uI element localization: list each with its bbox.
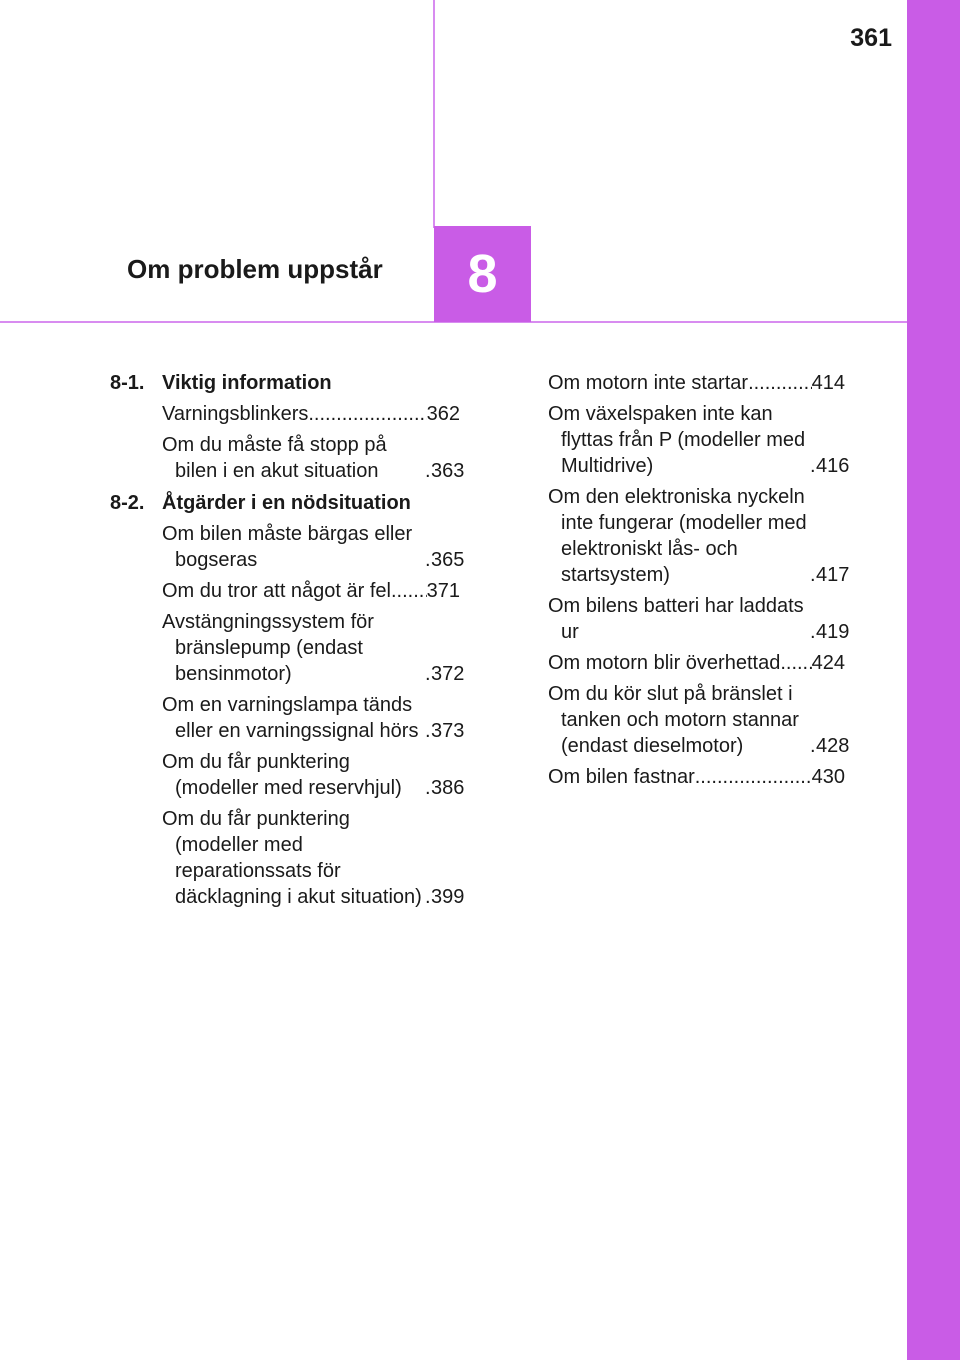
- toc-entry-text: Om bilen fastnar: [548, 766, 695, 788]
- toc-entry[interactable]: [162, 692, 465, 744]
- chapter-title: Om problem uppstår: [127, 254, 383, 284]
- toc-entry-text: Om bilens batteri har laddats ur: [548, 595, 804, 643]
- vertical-rule: [433, 0, 435, 228]
- toc-entry-text: Om växelspaken inte kan flyttas från P (modeller med Multidrive): [548, 403, 806, 477]
- section-number: 8-1.: [110, 372, 145, 394]
- toc-entry[interactable]: [548, 484, 850, 588]
- toc-entry[interactable]: [548, 681, 850, 759]
- chapter-tab-bar: [907, 0, 960, 1360]
- toc-entry-text: Om du kör slut på bränslet i tanken och motorn stannar (endast dieselmotor): [548, 683, 799, 757]
- toc-section-heading[interactable]: [110, 490, 460, 516]
- toc-entry[interactable]: [162, 806, 465, 910]
- toc-entry-page: 424: [811, 652, 845, 674]
- toc-entry-page: 399: [431, 886, 465, 908]
- dot-leader: [695, 764, 812, 790]
- toc-entry-text: Om du får punktering (modeller med reparationssats för däcklagning i akut situation): [162, 808, 422, 908]
- dot-leader: [748, 370, 812, 396]
- toc-entry[interactable]: [548, 650, 845, 676]
- toc-entry-page: 373: [431, 720, 465, 742]
- toc-entry-text: Om en varningslampa tänds eller en varningssignal hörs: [162, 694, 419, 742]
- toc-entry-page: 371: [426, 580, 460, 602]
- toc-entry[interactable]: [548, 593, 850, 645]
- toc-entry-text: Om du får punktering (modeller med reservhjul): [162, 751, 402, 799]
- toc-entry-text: Om motorn blir överhettad: [548, 652, 781, 674]
- toc-entry-page: 428: [816, 735, 850, 757]
- toc-entry[interactable]: [548, 370, 845, 396]
- toc-entry-page: 414: [811, 372, 845, 394]
- toc-entry-text: Om bilen måste bärgas eller bogseras: [162, 523, 413, 571]
- toc-entry-text: Om du tror att något är fel: [162, 580, 391, 602]
- toc-entry-page: 362: [426, 403, 460, 425]
- toc-entry-page: 386: [431, 777, 465, 799]
- dot-leader: [308, 401, 426, 427]
- toc-left-column: [110, 370, 465, 910]
- toc-entry[interactable]: [162, 401, 460, 427]
- toc-entry-page: 416: [816, 455, 850, 477]
- section-title: Åtgärder i en nödsituation: [162, 492, 411, 514]
- toc-entry[interactable]: [162, 609, 465, 687]
- toc-entry[interactable]: [548, 401, 850, 479]
- toc-entry-page: 372: [431, 663, 465, 685]
- toc-entry[interactable]: [548, 764, 845, 790]
- page-number: 361: [850, 24, 892, 52]
- toc-entry-page: 365: [431, 549, 465, 571]
- toc-entry-page: 363: [431, 460, 465, 482]
- section-title: Viktig information: [162, 372, 332, 394]
- toc-entry[interactable]: [162, 521, 465, 573]
- toc-entry-page: 417: [816, 564, 850, 586]
- toc-entry-page: 430: [811, 766, 845, 788]
- toc-section-heading[interactable]: [110, 370, 460, 396]
- toc-entry[interactable]: [162, 749, 465, 801]
- dot-leader: [780, 650, 811, 676]
- section-number: 8-2.: [110, 492, 145, 514]
- toc-entry-text: Avstängningssystem för bränslepump (endast bensinmotor): [162, 611, 374, 685]
- toc-entry-text: Om motorn inte startar: [548, 372, 749, 394]
- toc-entry-text: Om den elektroniska nyckeln inte fungerar (modeller med elektroniskt lås- och startsystem): [548, 486, 807, 586]
- toc-entry-text: Om du måste få stopp på bilen i en akut situation: [162, 434, 387, 482]
- toc-entry-page: 419: [816, 621, 850, 643]
- chapter-number-box: 8: [434, 226, 531, 322]
- toc-entry[interactable]: [162, 578, 460, 604]
- toc-entry-text: Varningsblinkers: [162, 403, 309, 425]
- toc-right-column: [548, 370, 850, 790]
- toc-entry[interactable]: [162, 432, 465, 484]
- dot-leader: [391, 578, 427, 604]
